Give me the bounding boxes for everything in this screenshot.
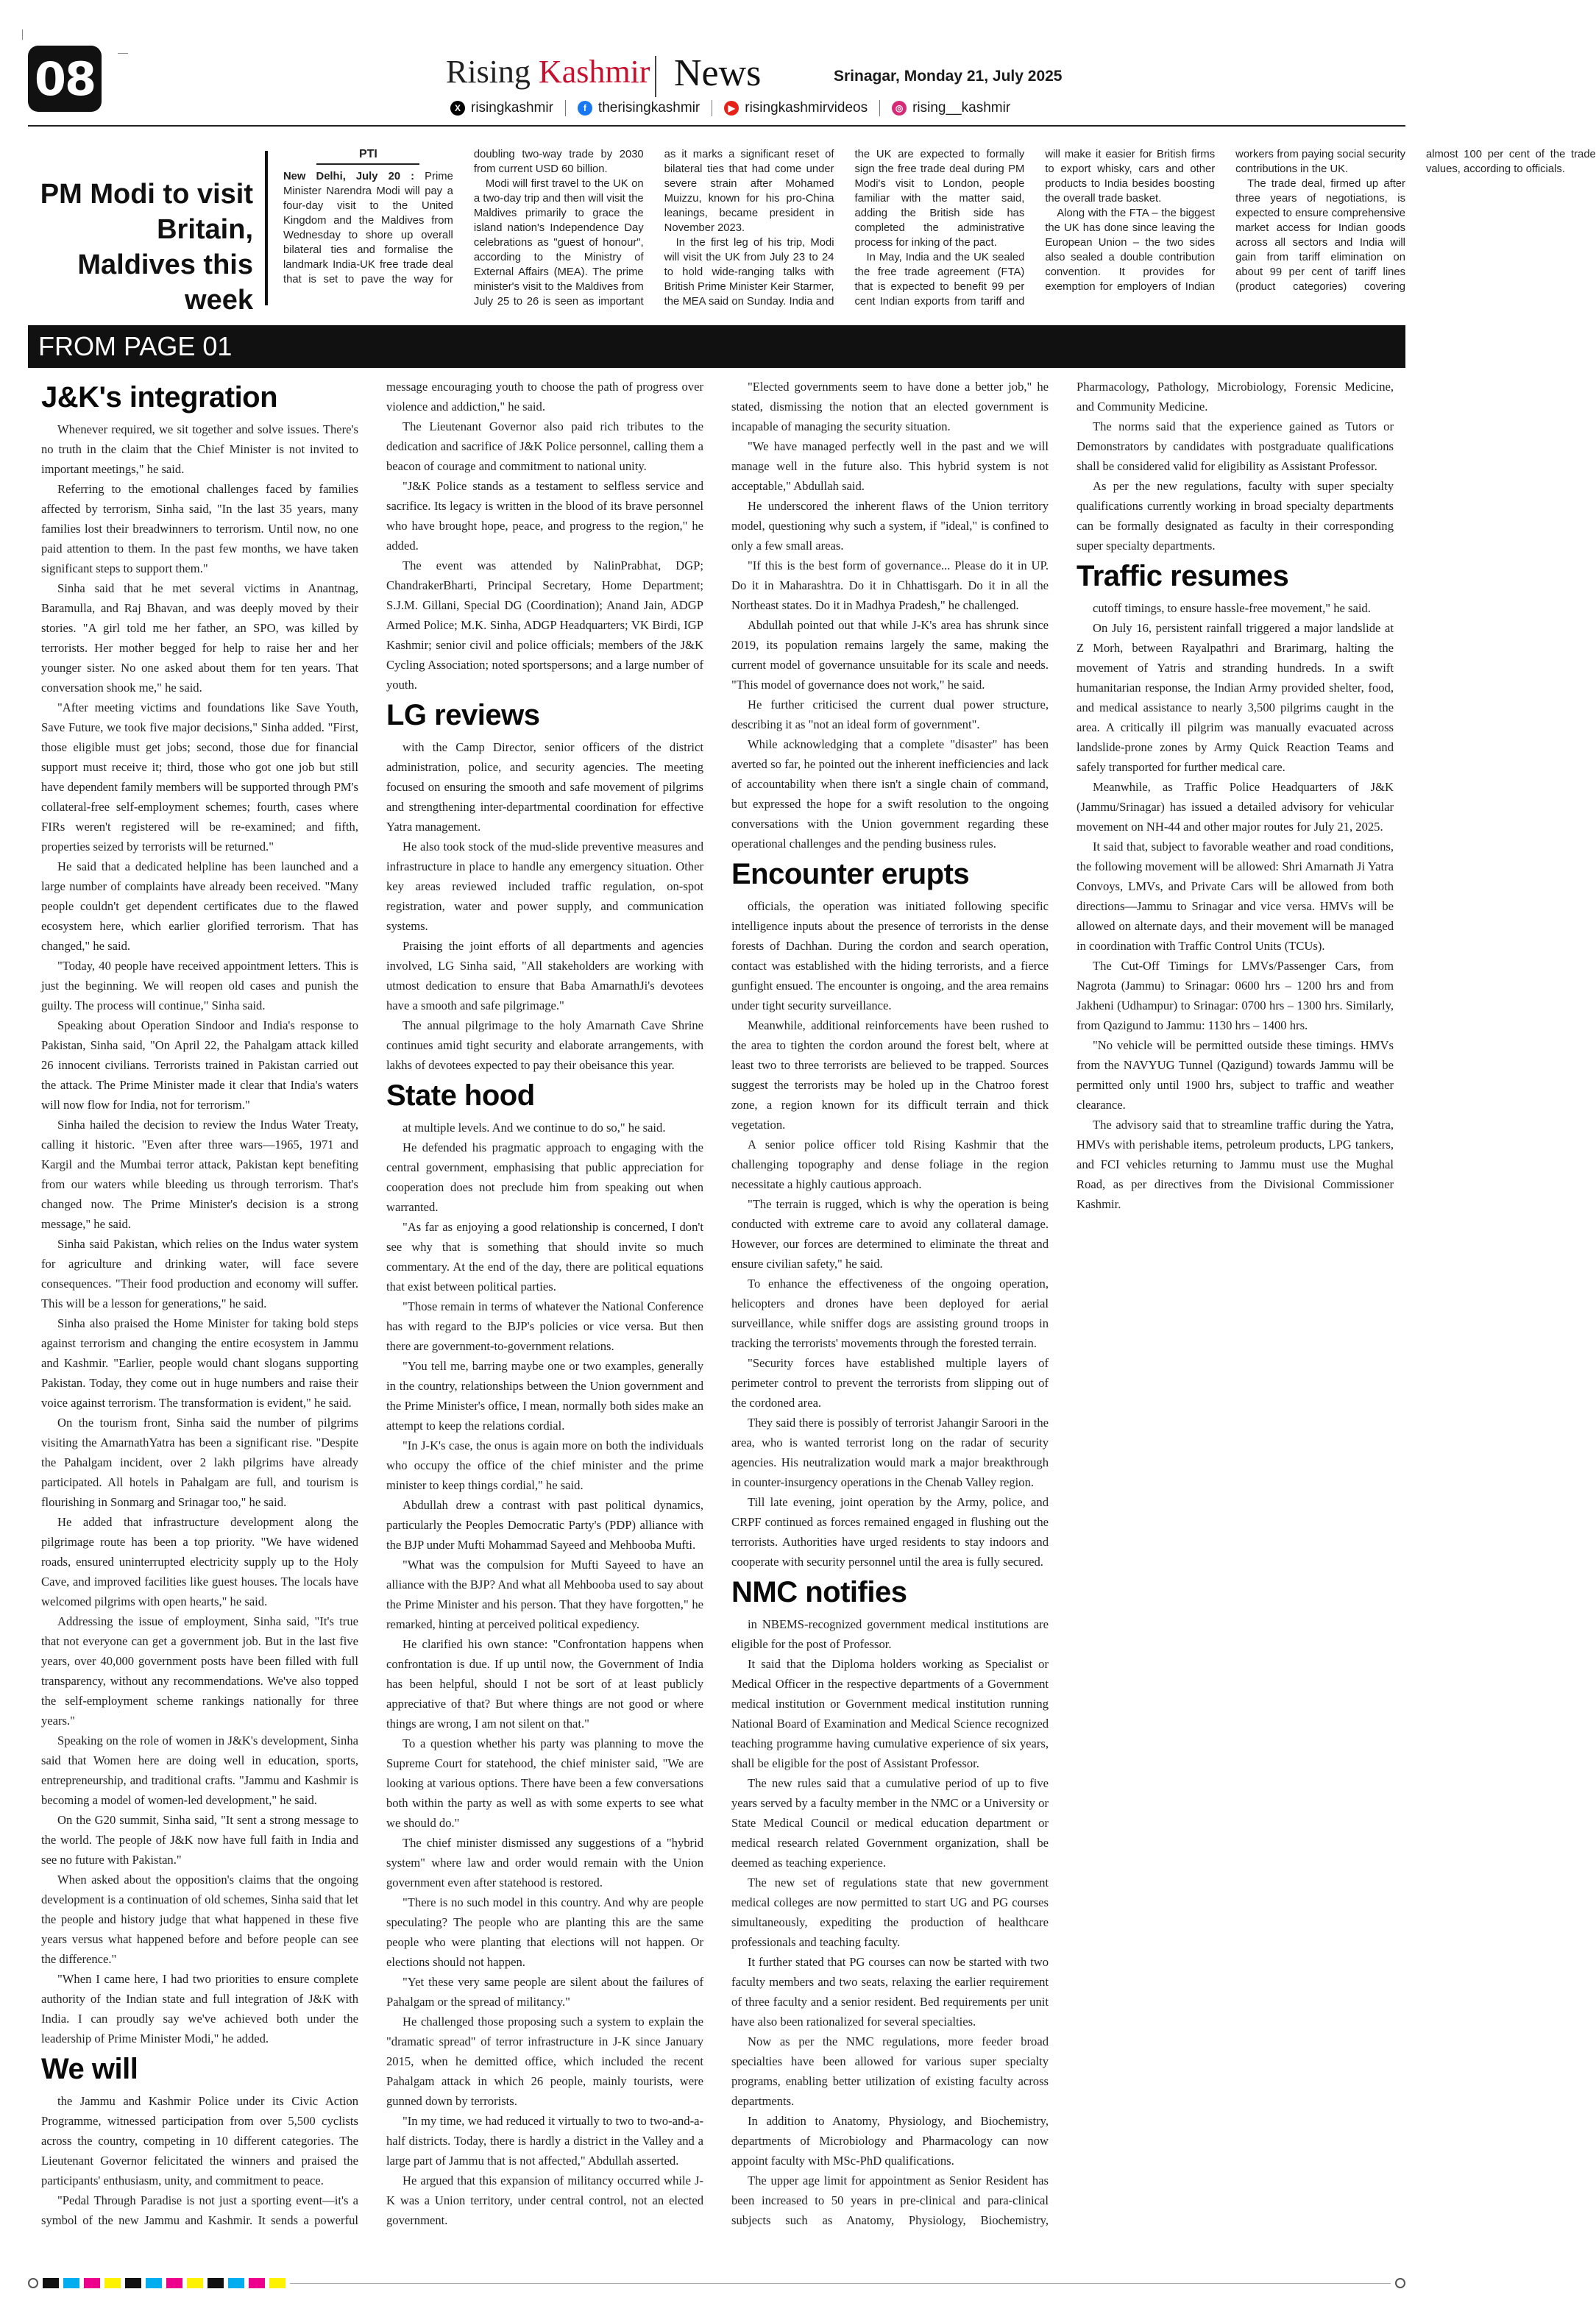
- jump-paragraph: Sinha said Pakistan, which relies on the Indus water system for agriculture and drinking water, will face severe consequences. "Their food production and economy will suffer. This will be a lesson for generations," he said.: [41, 1237, 358, 1310]
- jump-paragraph: "If this is the best form of governance... Please do it in UP. Do it in Maharashtra. Do it in Chhattisgarh. Do it in all the Northeast states. Do it in Madhya Pradesh," he challenged.: [731, 558, 1049, 612]
- jump-paragraph: in NBEMS-recognized government medical institutions are eligible for the post of Professor.: [731, 1617, 1049, 1651]
- jump-paragraph: When asked about the opposition's claims that the ongoing development is a continuation of old schemes, Sinha said that let the people and history judge that what happened in these five years versus what happened before and before people can see the difference.": [41, 1873, 358, 1966]
- social-handle-text: therisingkashmir: [597, 100, 701, 116]
- lead-paragraph: In May, India and the UK sealed the free trade agreement (FTA) that is expected to benefit 99 per cent Indian exports from tariff and will make it easier for British firms to export whisky, cars and other products to India besides boosting the overall trade basket.: [854, 149, 1216, 308]
- color-swatch: [249, 2278, 265, 2288]
- jump-paragraph: The chief minister dismissed any suggestions of a "hybrid system" where law and order would remain with the Union government even after statehood is restored.: [386, 1836, 703, 1889]
- jump-paragraph: Sinha hailed the decision to review the Indus Water Treaty, calling it historic. "Even after three wars—1965, 1971 and Kargil and the Mumbai terror attack, Pakistan kept benefiting from our waters while bleeding us through terrorism. That's changed now. The Prime Minister's decision is a strong message," he said.: [41, 1118, 358, 1231]
- jump-paragraph: "Today, 40 people have received appointment letters. This is just the beginning. We will reopen old cases and punish the guilty. The process will continue," Sinha said.: [41, 959, 358, 1012]
- dateline: Srinagar, Monday 21, July 2025: [834, 68, 1063, 85]
- jump-paragraph: "When I came here, I had two priorities to ensure complete authority of the Indian state and full integration of J&K with India. I can proudly say we've achieved both under the leadership of Prime Minister Modi," he added.: [41, 1972, 358, 2045]
- youtube-icon: ▶: [724, 101, 739, 116]
- registration-mark: [28, 2278, 38, 2288]
- lead-headline[interactable]: PM Modi to visit Britain, Maldives this week: [40, 179, 253, 316]
- color-swatch: [43, 2278, 59, 2288]
- masthead: [441, 52, 1405, 103]
- brand-logo[interactable]: [446, 53, 650, 91]
- lead-paragraph: In the first leg of his trip, Modi will visit the UK from July 23 to 24 to hold wide-ranging talks with British Prime Minister Keir Starmer, the MEA said on Sunday. India and the UK are expected to formally sign the free trade deal during PM Modi's visit to London, people familiar with the matter said, adding the British side has completed the administrative process for inking of the pact.: [664, 149, 1025, 308]
- social-handle[interactable]: [578, 100, 712, 116]
- header-rule: [28, 125, 1405, 127]
- lead-paragraph: Along with the FTA – the biggest the UK has done since leaving the European Union – the two sides also sealed a double contribution convention. It provides for exemption for employers of Indian workers from paying social security contributions in the UK.: [1045, 149, 1405, 293]
- jump-stories: [41, 377, 1394, 2242]
- lead-byline: PTI: [358, 148, 377, 160]
- color-swatch: [84, 2278, 100, 2288]
- jump-paragraph: It said that the Diploma holders working as Specialist or Medical Officer in the respective departments of a Government medical institution or Government medical institution running National Board of Examination and Medical Science recognized teaching programme having cumulative experience of six years, shall be eligible for the post of Assistant Professor.: [731, 1657, 1049, 1770]
- jump-paragraph: To enhance the effectiveness of the ongoing operation, helicopters and drones have been deployed for aerial surveillance, while sniffer dogs are assisting ground troops in tracking the terrorists' movements through the forested terrain.: [731, 1277, 1049, 1350]
- page-number-badge: 08: [28, 46, 102, 112]
- jump-paragraph: "Pedal Through Paradise is not just a sporting event—it's a symbol of the new Jammu and Kashmir. It sends a powerful message encouraging youth to choose the path of progress over violence and addiction," he said.: [41, 380, 703, 2227]
- social-handle[interactable]: [724, 100, 880, 116]
- facebook-icon: f: [578, 101, 592, 116]
- from-page-banner: FROM PAGE 01: [28, 325, 1405, 368]
- jump-paragraph: Meanwhile, as Traffic Police Headquarters of J&K (Jammu/Srinagar) has issued a detailed advisory for vehicular movement on NH-44 and other major routes for July 21, 2025.: [1077, 780, 1394, 834]
- jump-paragraph: "What was the compulsion for Mufti Sayeed to have an alliance with the BJP? And what all Mehbooba used to say about the Prime Minister and his person. That they have forgotten," he remarked, hinting at perceived political expediency.: [386, 1558, 703, 1631]
- jump-headline[interactable]: State hood: [386, 1079, 535, 1112]
- jump-paragraph: officials, the operation was initiated following specific intelligence inputs about the presence of terrorists in the dense forests of Dachhan. During the cordon and search operation, contact was established with the hiding terrorists, and a fierce gunfight ensued. The encounter is ongoing, and the area remains under tight security surveillance.: [731, 899, 1049, 1012]
- color-swatch: [166, 2278, 182, 2288]
- lead-story-body: [283, 147, 1596, 309]
- jump-paragraph: with the Camp Director, senior officers of the district administration, police, and security agencies. The meeting focused on ensuring the smooth and safe movement of pilgrims and strengthening inter-departmental coordination for effective Yatra management.: [386, 740, 703, 834]
- jump-paragraph: The new rules said that a cumulative period of up to five years served by a faculty member in the NMC or a University or State Medical Council or medical education department or medical research related Government organization, shall be deemed as teaching experience.: [731, 1776, 1049, 1870]
- jump-paragraph: While acknowledging that a complete "disaster" has been averted so far, he pointed out the inherent inefficiencies and lack of accountability when there isn't a single chain of command, but expressed the hope for a swift resolution to the ongoing conversations with the Union government regarding these operational challenges and the pending business rules.: [731, 737, 1049, 851]
- social-handles: [450, 97, 1010, 119]
- print-registration-strip: [28, 2275, 1405, 2291]
- strip-rule: [290, 2283, 1391, 2284]
- jump-paragraph: It said that, subject to favorable weather and road conditions, the following movement will be allowed: Shri Amarnath Ji Yatra Convoys, LMVs, and Private Cars will be allowed from both directions—Jammu to Srinagar and vice versa. HMVs will be allowed on alternate days, and their movement will be managed in coordination with Traffic Control Units (TCUs).: [1077, 840, 1394, 953]
- byline-rule: [316, 163, 419, 165]
- jump-headline[interactable]: J&K's integration: [41, 381, 278, 414]
- social-handle[interactable]: [892, 100, 1010, 116]
- jump-paragraph: "As far as enjoying a good relationship is concerned, I don't see why that is something that should invite so much commentary. At the end of the day, there are political equations that exist between political parties.: [386, 1220, 703, 1294]
- lead-paragraph: Modi will first travel to the UK on a two-day trip and then will visit the Maldives primarily to grace the island nation's Independence Day celebrations as "guest of honour", according to the Ministry of External Affairs (MEA). The prime minister's visit to the Maldives from July 25 to 26 is seen as important as it marks a significant reset of bilateral ties that had come under severe strain after Mohamed Muizzu, known for his pro-China leanings, became president in November 2023.: [473, 149, 834, 308]
- jump-paragraph: The event was attended by NalinPrabhat, DGP; ChandrakerBharti, Principal Secretary, Home Department; S.J.M. Gillani, Special DG (Coordination); Anand Jain, ADGP Armed Police; M.K. Sinha, ADGP Headquarters; VK Birdi, IGP Kashmir; senior civil and police officials; members of the J&K Cycling Association; noted sportspersons; and a large number of youth.: [386, 558, 703, 692]
- jump-paragraph: He said that a dedicated helpline has been launched and a large number of complaints have already been received. "Many people couldn't get dependent certificates due to the flawed ecosystem here, which earlier glorified terrorism. That has changed," he said.: [41, 859, 358, 953]
- jump-paragraph: They said there is possibly of terrorist Jahangir Saroori in the area, who is wanted terrorist long on the radar of security agencies. His neutralization would mark a major breakthrough in counter-insurgency operations in the Chenab Valley region.: [731, 1416, 1049, 1489]
- jump-paragraph: cutoff timings, to ensure hassle-free movement," he said.: [1093, 601, 1371, 615]
- jump-paragraph: Speaking on the role of women in J&K's development, Sinha said that Women here are doing well in education, sports, entrepreneurship, and traditional crafts. "Jammu and Kashmir is becoming a model of women-led development," he said.: [41, 1734, 358, 1807]
- color-swatch: [208, 2278, 224, 2288]
- jump-paragraph: He further criticised the current dual power structure, describing it as "not an ideal form of government".: [731, 698, 1049, 731]
- jump-paragraph: On the tourism front, Sinha said the number of pilgrims visiting the AmarnathYatra has been a significant rise. "Despite the Pahalgam incident, over 2 lakh pilgrims have already participated. All hotels in Pahalgam are full, and tourism is flourishing in Sonmarg and Srinagar too," he said.: [41, 1416, 358, 1509]
- jump-paragraph: Abdullah pointed out that while J-K's area has shrunk since 2019, its population remains largely the same, making the current model of governance unsuitable for its scale and needs. "This model of governance does not work," he said.: [731, 618, 1049, 692]
- jump-paragraph: The annual pilgrimage to the holy Amarnath Cave Shrine continues amid tight security and elaborate arrangements, with lakhs of devotees expected to pay their obeisance this year.: [386, 1018, 703, 1072]
- jump-paragraph: A senior police officer told Rising Kashmir that the challenging topography and dense foliage in the region necessitate a highly cautious approach.: [731, 1138, 1049, 1191]
- section-title: News: [674, 52, 762, 94]
- jump-paragraph: "Yet these very same people are silent about the failures of Pahalgam or the spread of militancy.": [386, 1975, 703, 2009]
- jump-paragraph: "No vehicle will be permitted outside these timings. HMVs from the NAVYUG Tunnel (Qazigund) towards Jammu will be permitted only until 1900 hrs, subject to traffic and weather clearance.: [1077, 1038, 1394, 1112]
- jump-paragraph: "We have managed perfectly well in the past and we will manage well in the future also. This hybrid system is not acceptable," Abdullah said.: [731, 439, 1049, 493]
- jump-paragraph: "Those remain in terms of whatever the National Conference has with regard to the BJP's policies or vice versa. But then there are government-to-government relations.: [386, 1299, 703, 1353]
- registration-mark: [1395, 2278, 1405, 2288]
- jump-headline[interactable]: LG reviews: [386, 699, 540, 731]
- jump-paragraph: Addressing the issue of employment, Sinha said, "It's true that not everyone can get a government job. But in the last five years, over 40,000 government posts have been filled with full transparency, without any recommendations. We've also topped the self-employment scheme rankings nationally for three years.": [41, 1614, 358, 1728]
- jump-paragraph: On the G20 summit, Sinha said, "It sent a strong message to the world. The people of J&K now have full faith in India and see no future with Pakistan.": [41, 1813, 358, 1867]
- brand-second: Kashmir: [538, 54, 650, 90]
- jump-paragraph: "Elected governments seem to have done a better job," he stated, dismissing the notion that an elected government is incapable of managing the security situation.: [731, 380, 1049, 433]
- jump-paragraph: The Lieutenant Governor also paid rich tributes to the dedication and sacrifice of J&K Police personnel, calling them a beacon of courage and commitment to national unity.: [386, 419, 703, 473]
- jump-paragraph: Speaking about Operation Sindoor and India's response to Pakistan, Sinha said, "On April 22, the Pahalgam attack killed 26 innocent civilians. Terrorists trained in Pakistan carried out the attack. The Prime Minister made it clear that India's waters will now flow for India, not for terrorism.": [41, 1018, 358, 1112]
- lead-paragraph: The trade deal, firmed up after three years of negotiations, is expected to ensure comprehensive market access for Indian goods across all sectors and India will gain from tariff elimination on about 99 per cent of tariff lines (product categories) covering almost 100 per cent of the trade values, according to officials.: [1235, 149, 1596, 293]
- social-handle-text: risingkashmirvideos: [745, 100, 868, 116]
- jump-paragraph: The upper age limit for appointment as Senior Resident has been increased to 50 years in pre-clinical and para-clinical subjects such as Anatomy, Physiology, Biochemistry, Pharmacology, Pathology, Microbiology, Forensic Medicine, and Community Medicine.: [731, 380, 1394, 2227]
- social-divider: [879, 100, 880, 116]
- brand-first: Rising: [446, 54, 531, 90]
- jump-paragraph: The norms said that the experience gained as Tutors or Demonstrators by candidates with postgraduate qualifications shall be considered valid for eligibility as Assistant Professor.: [1077, 419, 1394, 473]
- social-handle[interactable]: [450, 100, 566, 116]
- jump-paragraph: He clarified his own stance: "Confrontation happens when confrontation is due. If up until now, the Government of India has been helpful, should I not be sort of at least publicly appreciative of that? But where things are not good or where things are wrong, I am not silent on that.": [386, 1637, 703, 1731]
- jump-paragraph: The advisory said that to streamline traffic during the Yatra, HMVs with perishable items, petroleum products, LPG tankers, and FCI vehicles returning to Jammu must use the Mughal Road, as per directives from the Divisional Commissioner Kashmir.: [1077, 1118, 1394, 1211]
- jump-paragraph: "You tell me, barring maybe one or two examples, generally in the country, relationships between the Union government and the Prime Minister's office, I mean, normally both sides make an attempt to keep the relations cordial.: [386, 1359, 703, 1433]
- x-logo-icon: X: [450, 101, 465, 116]
- jump-paragraph: He also took stock of the mud-slide preventive measures and infrastructure in place to handle any emergency situation. Other key areas reviewed included traffic regulation, on-spot registration, water and power supply, and communication systems.: [386, 840, 703, 933]
- color-swatch: [146, 2278, 162, 2288]
- jump-paragraph: To a question whether his party was planning to move the Supreme Court for statehood, the chief minister said, "We are looking at various options. There have been a few conversations both within the party as well as with some experts to see what we should do.": [386, 1736, 703, 1830]
- jump-paragraph: He added that infrastructure development along the pilgrimage route has been a top priority. "We have widened roads, ensured uninterrupted electricity supply up to the Holy Cave, and improved facilities like guest houses. The locals have welcomed pilgrims with open hearts," he said.: [41, 1515, 358, 1608]
- jump-paragraph: Sinha said that he met several victims in Anantnag, Baramulla, and Raj Bhavan, and was deeply moved by their stories. "A girl told me her father, an SPO, was killed by terrorists. Her mother begged for help to raise her and her younger sister. No one asked about them for ten years. That conversation shook me," he said.: [41, 581, 358, 695]
- color-swatch: [104, 2278, 121, 2288]
- jump-paragraph: He challenged those proposing such a system to explain the "dramatic spread" of terror infrastructure in J-K since January 2015, when he demitted office, which included the recent Pahalgam attack in which 26 people, mainly tourists, were gunned down by terrorists.: [386, 2015, 703, 2108]
- crop-mark: [118, 53, 128, 54]
- jump-paragraph: The new set of regulations state that new government medical colleges are now permitted to start UG and PG courses simultaneously, expediting the production of healthcare professionals and teaching faculty.: [731, 1876, 1049, 1949]
- jump-paragraph: at multiple levels. And we continue to do so," he said.: [402, 1121, 666, 1135]
- jump-paragraph: Referring to the emotional challenges faced by families affected by terrorism, Sinha said, "In the last 35 years, many families lost their breadwinners to terrorism. Until now, no one paid attention to them. In the past few months, we have taken significant steps to support them.": [41, 482, 358, 575]
- jump-paragraph: "J&K Police stands as a testament to selfless service and sacrifice. Its legacy is written in the blood of its brave personnel who have brought hope, peace, and progress to the region," he added.: [386, 479, 703, 553]
- jump-paragraph: He argued that this expansion of militancy occurred while J-K was a Union territory, under central control, not an elected government.: [386, 2174, 703, 2227]
- jump-paragraph: The Cut-Off Timings for LMVs/Passenger Cars, from Nagrota (Jammu) to Srinagar: 0600 hrs – 1200 hrs and from Jakheni (Udhampur) to Srinagar: 0700 hrs – 1300 hrs. Similarly, from Qazigund to Jammu: 1130 hrs – 1400 hrs.: [1077, 959, 1394, 1032]
- jump-headline[interactable]: Traffic resumes: [1077, 560, 1289, 592]
- jump-paragraph: He underscored the inherent flaws of the Union territory model, questioning why such a system, if "ideal," is confined to only a few small areas.: [731, 499, 1049, 553]
- jump-paragraph: Whenever required, we sit together and solve issues. There's no truth in the claim that the Chief Minister is not invited to important meetings," he said.: [41, 422, 358, 476]
- social-handle-text: rising__kashmir: [912, 100, 1011, 116]
- jump-paragraph: "Security forces have established multiple layers of perimeter control to prevent the terrorists from slipping out of the cordoned area.: [731, 1356, 1049, 1410]
- social-handle-text: risingkashmir: [471, 100, 553, 116]
- jump-paragraph: He defended his pragmatic approach to engaging with the central government, emphasising that public appreciation for cooperation does not preclude him from speaking out when warranted.: [386, 1140, 703, 1214]
- jump-paragraph: It further stated that PG courses can now be started with two faculty members and two seats, relaxing the earlier requirement of three faculty and a senior resident. Bed requirements per unit have also been rationalized for several specialties.: [731, 1955, 1049, 2029]
- jump-paragraph: "The terrain is rugged, which is why the operation is being conducted with extreme care to avoid any collateral damage. However, our forces are determined to eliminate the threat and ensure civilian safety," he said.: [731, 1197, 1049, 1271]
- jump-paragraph: the Jammu and Kashmir Police under its Civic Action Programme, witnessed participation from over 5,500 cyclists across the country, competing in 10 different categories. The Lieutenant Governor felicitated the winners and praised the participants' enthusiasm, unity, and commitment to peace.: [41, 2094, 358, 2187]
- crop-mark: [22, 29, 23, 40]
- lead-paragraph-text: Prime Minister Narendra Modi will pay a four-day visit to the United Kingdom and the Maldives from Wednesday to shore up overall bilateral ties and formalise the landmark India-UK free trade deal that is set to pave the way for doubling two-way trade by 2030 from current USD 60 billion.: [283, 149, 644, 285]
- jump-headline[interactable]: We will: [41, 2053, 138, 2085]
- jump-paragraph: Sinha also praised the Home Minister for taking bold steps against terrorism and changing the entire ecosystem in Jammu and Kashmir. "Earlier, people would chant slogans supporting Pakistan. Today, they come out in huge numbers and raise their voice against terrorism. The transformation is evident," he said.: [41, 1316, 358, 1410]
- jump-paragraph: Abdullah drew a contrast with past political dynamics, particularly the Peoples Democratic Party's (PDP) alliance with the BJP under Mufti Mohammad Sayeed and Mehbooba Mufti.: [386, 1498, 703, 1552]
- color-swatch: [269, 2278, 285, 2288]
- jump-paragraph: "In my time, we had reduced it virtually to two to two-and-a-half districts. Today, there is hardly a district in the Valley and a large part of Jammu that is not affected," Abdullah asserted.: [386, 2114, 703, 2168]
- lead-location: New Delhi, July 20 :: [283, 171, 415, 182]
- jump-paragraph: Till late evening, joint operation by the Army, police, and CRPF continued as forces remained engaged in flushing out the terrorists. Authorities have urged residents to stay indoors and cooperate with security personnel until the area is fully secured.: [731, 1495, 1049, 1569]
- jump-paragraph: Now as per the NMC regulations, more feeder broad specialties have been allowed for various super specialty programs, enabling better utilization of existing faculty across departments.: [731, 2034, 1049, 2108]
- color-swatch: [187, 2278, 203, 2288]
- color-swatch: [63, 2278, 79, 2288]
- masthead-divider: [655, 56, 656, 97]
- jump-paragraph: Praising the joint efforts of all departments and agencies involved, LG Sinha said, "All stakeholders are working with utmost dedication to ensure that Baba AmarnathJi's devotees have a smooth and safe pilgrimage.": [386, 939, 703, 1012]
- color-swatch: [125, 2278, 141, 2288]
- instagram-icon: ◎: [892, 101, 907, 116]
- lead-headline-rule: [265, 151, 268, 305]
- jump-paragraph: In addition to Anatomy, Physiology, and Biochemistry, departments of Microbiology and Pharmacology can now appoint faculty with MSc-PhD qualifications.: [731, 2114, 1049, 2168]
- social-divider: [565, 100, 566, 116]
- jump-paragraph: "After meeting victims and foundations like Save Youth, Save Future, we took five major decisions," Sinha added. "First, those eligible must get jobs; second, those due for financial support must receive it; third, those who got one job but still have dependent family members will be supported through PM's collateral-free self-employment schemes; fourth, cases where FIRs weren't registered will be re-examined; and fifth, properties seized by terrorists will be returned.": [41, 700, 358, 854]
- jump-headline[interactable]: NMC notifies: [731, 1576, 907, 1608]
- jump-paragraph: On July 16, persistent rainfall triggered a major landslide at Z Morh, between Rayalpathri and Brarimarg, halting the movement of Yatris and stranding hundreds. In a swift humanitarian response, the Indian Army provided shelter, food, and medical assistance to nearly 3,500 pilgrims caught in the area. A critically ill pilgrim was manually evacuated across landslide-prone zones by Army Quick Reaction Teams and safely transported for further medical care.: [1077, 621, 1394, 774]
- jump-paragraph: "In J-K's case, the onus is again more on both the individuals who occupy the office of the chief minister and the prime minister to keep things cordial," he said.: [386, 1438, 703, 1492]
- jump-paragraph: Meanwhile, additional reinforcements have been rushed to the area to tighten the cordon around the forest belt, where at least two to three terrorists are believed to be trapped. Sources suggest the terrorists may be holed up in the Chatroo forest zone, a region known for its difficult terrain and thick vegetation.: [731, 1018, 1049, 1132]
- jump-paragraph: "There is no such model in this country. And why are people speculating? The people who are planting this are the same people who were planting that elections will not happen. Or elections should not happen.: [386, 1895, 703, 1969]
- jump-paragraph: As per the new regulations, faculty with super specialty qualifications currently working in broad specialty departments can be formally designated as faculty in their corresponding super specialty departments.: [1077, 479, 1394, 553]
- color-swatch: [228, 2278, 244, 2288]
- jump-headline[interactable]: Encounter erupts: [731, 858, 970, 890]
